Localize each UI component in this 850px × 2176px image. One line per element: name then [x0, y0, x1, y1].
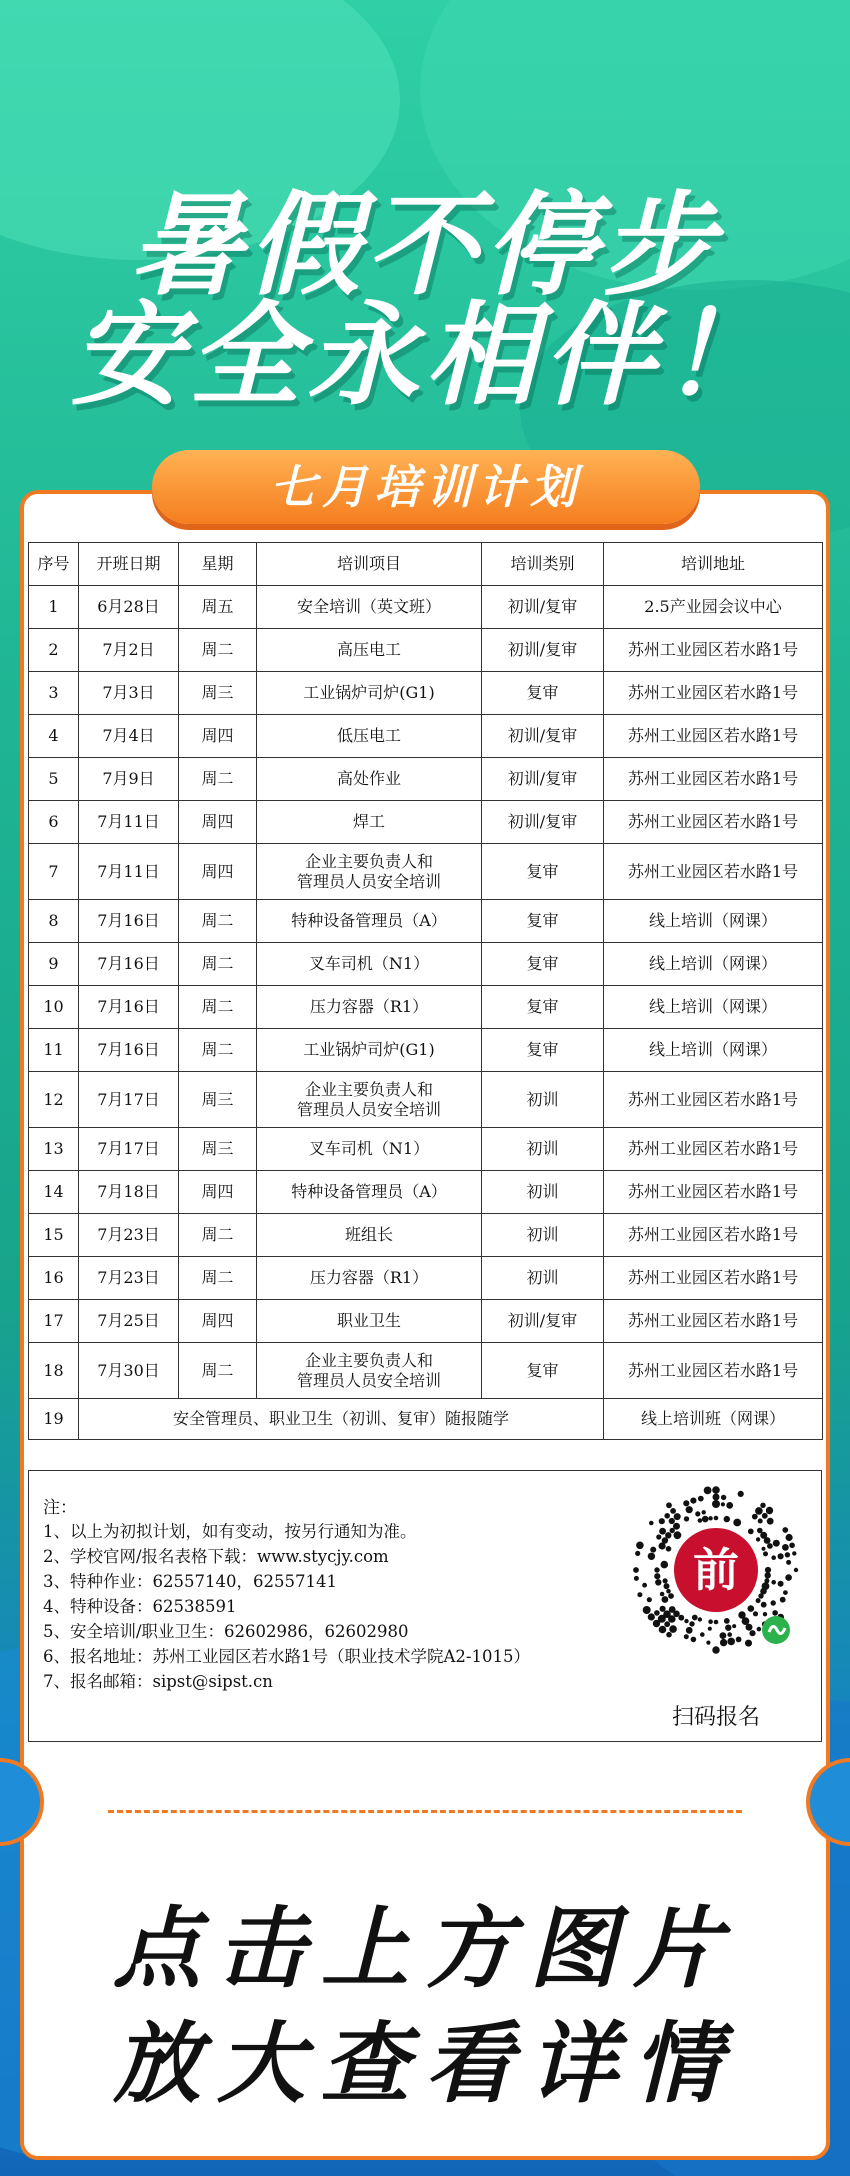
table-row	[29, 900, 823, 943]
header-no: 序号	[29, 543, 79, 586]
note-item: 1、以上为初拟计划，如有变动，按另行通知为准。	[43, 1522, 417, 1541]
cell-category: 初训/复审	[482, 629, 604, 672]
cell-category: 复审	[482, 900, 604, 943]
qr-code-icon	[626, 1480, 806, 1660]
cell-category: 初训	[482, 1257, 604, 1300]
table-row	[29, 1343, 823, 1399]
cell-no: 11	[29, 1029, 79, 1072]
cell-project: 班组长	[257, 1214, 482, 1257]
notes-title: 注：	[43, 1498, 77, 1518]
cell-no: 12	[29, 1072, 79, 1128]
cell-address: 苏州工业园区若水路1号	[604, 629, 823, 672]
cell-address: 苏州工业园区若水路1号	[604, 758, 823, 801]
cell-project: 工业锅炉司炉(G1)	[257, 672, 482, 715]
cell-start-date: 7月16日	[79, 943, 179, 986]
table-row	[29, 1257, 823, 1300]
table-row	[29, 844, 823, 900]
cell-weekday: 周三	[179, 1128, 257, 1171]
table-row	[29, 672, 823, 715]
cell-project: 高处作业	[257, 758, 482, 801]
header-category: 培训类别	[482, 543, 604, 586]
cell-weekday: 周四	[179, 1300, 257, 1343]
cell-category: 初训/复审	[482, 758, 604, 801]
cell-category: 复审	[482, 672, 604, 715]
note-item: 5、安全培训/职业卫生：62602986，62602980	[43, 1622, 409, 1641]
cta-line-2: 放大查看详情	[112, 2012, 737, 2115]
cell-start-date: 7月4日	[79, 715, 179, 758]
cell-category: 复审	[482, 1343, 604, 1399]
table-row	[29, 1072, 823, 1128]
cell-no: 6	[29, 801, 79, 844]
table-header-row	[29, 543, 823, 586]
cell-project: 企业主要负责人和 管理员人员安全培训	[257, 1343, 482, 1399]
cell-address: 苏州工业园区若水路1号	[604, 672, 823, 715]
cell-weekday: 周二	[179, 1029, 257, 1072]
cell-address: 苏州工业园区若水路1号	[604, 801, 823, 844]
cell-weekday: 周四	[179, 844, 257, 900]
cell-weekday: 周二	[179, 986, 257, 1029]
cell-project: 压力容器（R1）	[257, 1257, 482, 1300]
cell-category: 复审	[482, 1029, 604, 1072]
cell-weekday: 周五	[179, 586, 257, 629]
cell-weekday: 周二	[179, 1257, 257, 1300]
table-row	[29, 986, 823, 1029]
note-item: 4、特种设备：62538591	[43, 1597, 237, 1616]
cell-project: 特种设备管理员（A）	[257, 900, 482, 943]
cell-address: 线上培训（网课）	[604, 1029, 823, 1072]
notes-list	[43, 1519, 530, 1694]
cell-weekday: 周二	[179, 758, 257, 801]
cell-weekday: 周四	[179, 801, 257, 844]
cell-start-date: 7月30日	[79, 1343, 179, 1399]
cell-start-date: 7月16日	[79, 900, 179, 943]
cell-weekday: 周三	[179, 1072, 257, 1128]
cell-project: 低压电工	[257, 715, 482, 758]
cell-address: 线上培训（网课）	[604, 986, 823, 1029]
cell-address: 苏州工业园区若水路1号	[604, 715, 823, 758]
logo-character: 前	[693, 1543, 739, 1597]
table-row	[29, 1128, 823, 1171]
dashed-divider	[108, 1810, 742, 1813]
cta-line-1: 点击上方图片	[112, 1897, 737, 2000]
cell-category: 初训/复审	[482, 801, 604, 844]
cell-address: 苏州工业园区若水路1号	[604, 1128, 823, 1171]
cell-category: 复审	[482, 844, 604, 900]
cell-address: 苏州工业园区若水路1号	[604, 844, 823, 900]
table-body	[29, 586, 823, 1399]
note-item: 7、报名邮箱：sipst@sipst.cn	[43, 1672, 273, 1691]
table-row	[29, 801, 823, 844]
plan-banner: 七月培训计划	[152, 450, 700, 524]
cell-weekday: 周二	[179, 1214, 257, 1257]
header-address: 培训地址	[604, 543, 823, 586]
table-row	[29, 1214, 823, 1257]
cell-project: 高压电工	[257, 629, 482, 672]
cell-address: 线上培训（网课）	[604, 943, 823, 986]
cell-address: 2.5产业园会议中心	[604, 586, 823, 629]
note-item: 6、报名地址：苏州工业园区若水路1号（职业技术学院A2-1015）	[43, 1647, 530, 1666]
table-row	[29, 586, 823, 629]
cell-category: 初训	[482, 1171, 604, 1214]
table-row	[29, 943, 823, 986]
cell-start-date: 7月9日	[79, 758, 179, 801]
cell-start-date: 6月28日	[79, 586, 179, 629]
cell-project: 压力容器（R1）	[257, 986, 482, 1029]
cell-address: 苏州工业园区若水路1号	[604, 1300, 823, 1343]
cell-start-date: 7月11日	[79, 844, 179, 900]
cell-address: 苏州工业园区若水路1号	[604, 1343, 823, 1399]
headline-line-2: 安全永相伴！	[71, 291, 779, 421]
cell-category: 初训/复审	[482, 586, 604, 629]
table-row	[29, 629, 823, 672]
note-item: 3、特种作业：62557140，62557141	[43, 1572, 337, 1591]
cell-start-date: 7月17日	[79, 1072, 179, 1128]
cell-no: 2	[29, 629, 79, 672]
header-project: 培训项目	[257, 543, 482, 586]
cell-weekday: 周四	[179, 715, 257, 758]
note-item: 2、学校官网/报名表格下载：www.stycjy.com	[43, 1547, 389, 1566]
cell-project: 叉车司机（N1）	[257, 1128, 482, 1171]
header-start-date: 开班日期	[79, 543, 179, 586]
cell-no: 14	[29, 1171, 79, 1214]
cell-no: 8	[29, 900, 79, 943]
table-row	[29, 1171, 823, 1214]
cell-no: 3	[29, 672, 79, 715]
cell-project-span: 安全管理员、职业卫生（初训、复审）随报随学	[79, 1399, 604, 1440]
cell-category: 初训	[482, 1214, 604, 1257]
cell-address: 苏州工业园区若水路1号	[604, 1072, 823, 1128]
cell-address: 苏州工业园区若水路1号	[604, 1257, 823, 1300]
cell-weekday: 周二	[179, 1343, 257, 1399]
cell-category: 初训/复审	[482, 715, 604, 758]
headline-line-1: 暑假不停步	[130, 181, 720, 311]
cell-project: 职业卫生	[257, 1300, 482, 1343]
cell-no: 9	[29, 943, 79, 986]
header-weekday: 星期	[179, 543, 257, 586]
cell-category: 初训	[482, 1072, 604, 1128]
cell-no: 5	[29, 758, 79, 801]
cell-no: 4	[29, 715, 79, 758]
cell-start-date: 7月16日	[79, 1029, 179, 1072]
cell-no: 7	[29, 844, 79, 900]
cell-no: 19	[29, 1399, 79, 1440]
cell-address: 苏州工业园区若水路1号	[604, 1214, 823, 1257]
cell-start-date: 7月23日	[79, 1257, 179, 1300]
cell-weekday: 周三	[179, 672, 257, 715]
cell-no: 1	[29, 586, 79, 629]
cell-no: 18	[29, 1343, 79, 1399]
cell-no: 15	[29, 1214, 79, 1257]
cell-category: 初训	[482, 1128, 604, 1171]
cell-address: 线上培训（网课）	[604, 900, 823, 943]
cell-start-date: 7月2日	[79, 629, 179, 672]
cell-project: 安全培训（英文班）	[257, 586, 482, 629]
cell-weekday: 周二	[179, 629, 257, 672]
cell-no: 16	[29, 1257, 79, 1300]
cell-project: 叉车司机（N1）	[257, 943, 482, 986]
table-row	[29, 1029, 823, 1072]
cell-project: 焊工	[257, 801, 482, 844]
cell-no: 17	[29, 1300, 79, 1343]
cell-weekday: 周二	[179, 943, 257, 986]
qr-label: 扫码报名	[671, 1705, 760, 1730]
cell-weekday: 周四	[179, 1171, 257, 1214]
training-plan-table	[28, 542, 823, 1440]
cell-no: 13	[29, 1128, 79, 1171]
cell-address: 苏州工业园区若水路1号	[604, 1171, 823, 1214]
cell-start-date: 7月11日	[79, 801, 179, 844]
cell-start-date: 7月23日	[79, 1214, 179, 1257]
cell-project: 企业主要负责人和 管理员人员安全培训	[257, 844, 482, 900]
cell-project: 特种设备管理员（A）	[257, 1171, 482, 1214]
table-row-last	[29, 1399, 823, 1440]
cell-project: 工业锅炉司炉(G1)	[257, 1029, 482, 1072]
mini-program-qr-code[interactable]	[626, 1480, 806, 1660]
cell-start-date: 7月16日	[79, 986, 179, 1029]
cell-start-date: 7月18日	[79, 1171, 179, 1214]
cell-start-date: 7月17日	[79, 1128, 179, 1171]
cell-category: 初训/复审	[482, 1300, 604, 1343]
cell-no: 10	[29, 986, 79, 1029]
cell-start-date: 7月25日	[79, 1300, 179, 1343]
cell-address: 线上培训班（网课）	[604, 1399, 823, 1440]
cell-start-date: 7月3日	[79, 672, 179, 715]
cell-weekday: 周二	[179, 900, 257, 943]
table-row	[29, 1300, 823, 1343]
table-row	[29, 715, 823, 758]
table-row	[29, 758, 823, 801]
cell-category: 复审	[482, 943, 604, 986]
cell-project: 企业主要负责人和 管理员人员安全培训	[257, 1072, 482, 1128]
cell-category: 复审	[482, 986, 604, 1029]
